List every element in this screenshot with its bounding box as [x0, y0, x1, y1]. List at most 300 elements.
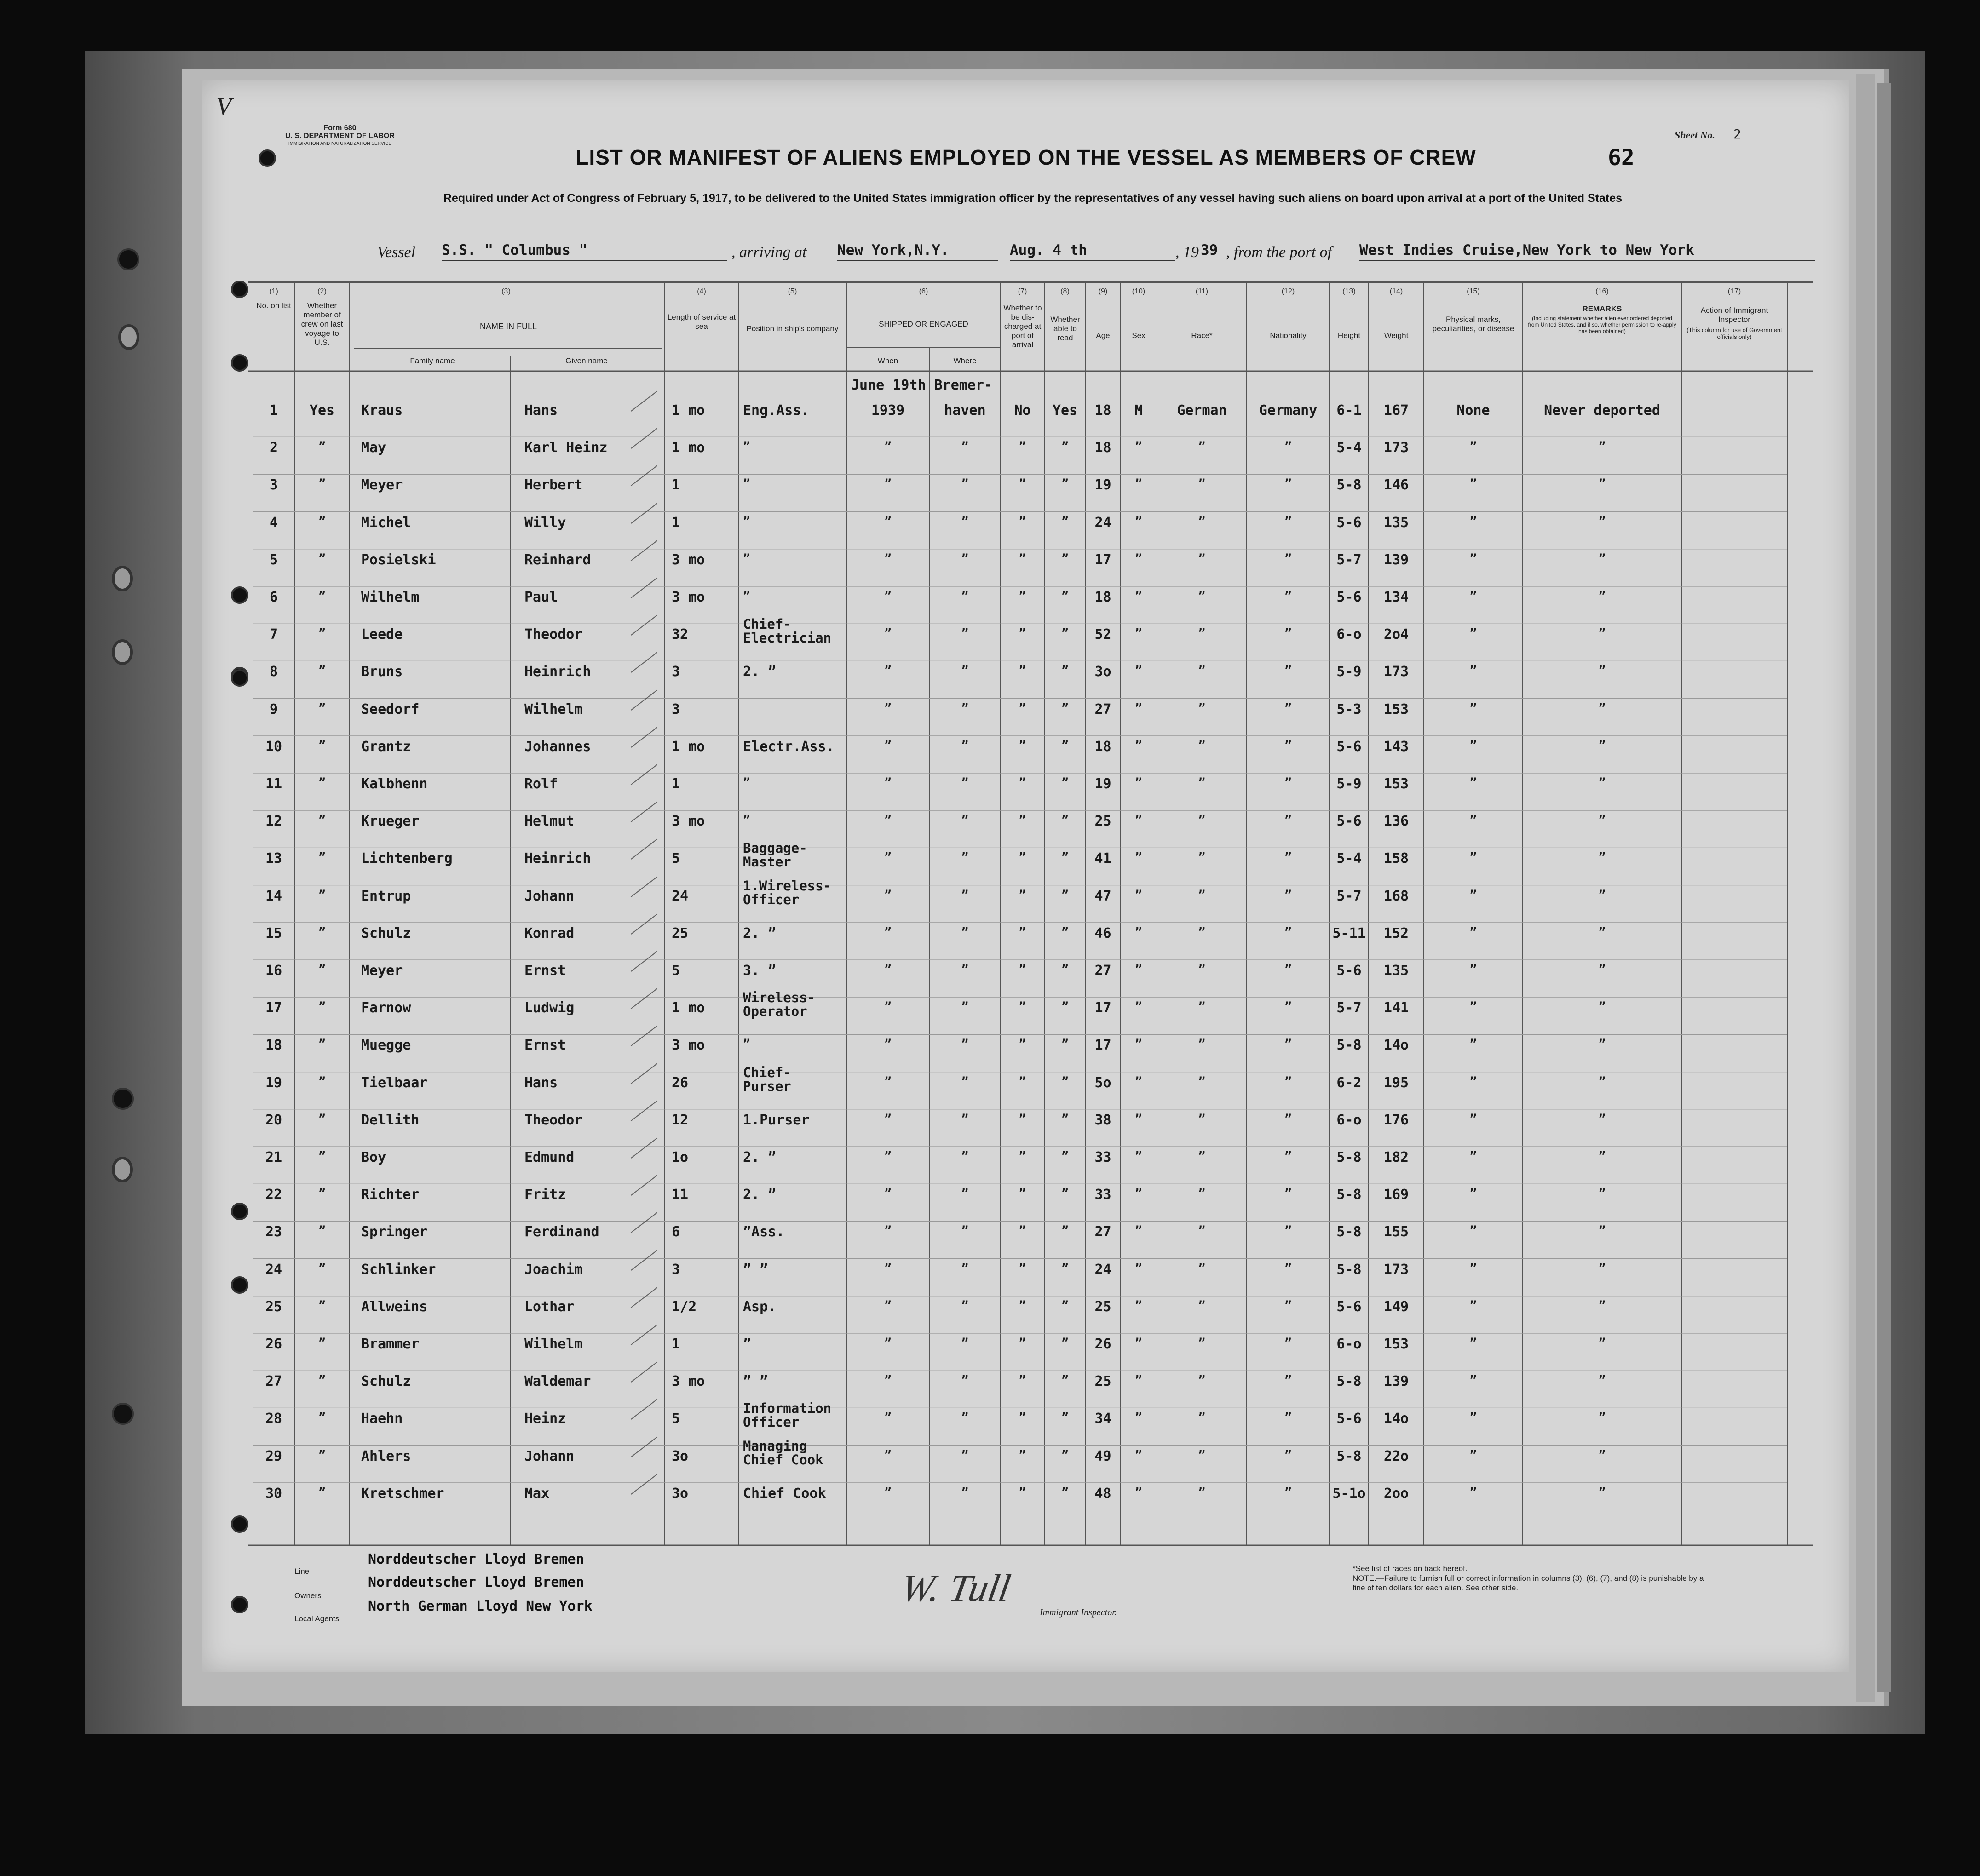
able-to-read: Yes	[1052, 402, 1078, 419]
race: ”	[1198, 514, 1206, 528]
nationality: ”	[1284, 1187, 1292, 1201]
nationality: Germany	[1259, 402, 1318, 419]
nationality: ”	[1284, 1448, 1292, 1462]
race: ”	[1198, 1000, 1206, 1014]
weight: 173	[1383, 1261, 1409, 1278]
corner-mark: V	[216, 92, 231, 120]
nationality: ”	[1284, 1373, 1292, 1388]
weight: 139	[1383, 1373, 1409, 1390]
inspector-label: Immigrant Inspector.	[1040, 1607, 1117, 1618]
where-engaged: ”	[961, 738, 969, 752]
remarks: ”	[1598, 1298, 1606, 1313]
able-to-read: ”	[1061, 776, 1069, 790]
able-to-read: ”	[1061, 738, 1069, 752]
weight: 153	[1383, 776, 1409, 792]
member-last-voyage: ”	[318, 888, 326, 902]
when-engaged: ”	[884, 1187, 892, 1201]
position: ” ”	[743, 1373, 768, 1390]
position: ”	[743, 776, 750, 790]
family-name: Meyer	[361, 477, 403, 493]
arrival-date: Aug. 4 th	[1010, 242, 1175, 261]
remarks: ”	[1598, 963, 1606, 976]
length-of-service: 3o	[672, 1485, 689, 1502]
member-last-voyage: ”	[318, 701, 326, 715]
binder-ring	[118, 324, 139, 350]
length-of-service: 1 mo	[672, 440, 705, 456]
discharged: ”	[1019, 1411, 1026, 1425]
length-of-service: 1 mo	[672, 1000, 705, 1016]
length-of-service: 26	[672, 1074, 689, 1091]
nationality: ”	[1284, 813, 1292, 827]
length-of-service: 24	[672, 888, 689, 904]
row-number: 11	[265, 776, 282, 792]
position: ”	[743, 589, 750, 603]
given-name: Ferdinand	[524, 1224, 599, 1240]
discharged: ”	[1019, 1448, 1026, 1462]
remarks: ”	[1598, 626, 1606, 641]
row-number: 23	[265, 1224, 282, 1240]
race: ”	[1198, 701, 1206, 715]
length-of-service: 3o	[672, 1448, 689, 1464]
length-of-service: 3 mo	[672, 1037, 705, 1054]
family-name: Wilhelm	[361, 589, 420, 605]
discharged: ”	[1019, 1261, 1026, 1275]
able-to-read: ”	[1061, 1485, 1069, 1499]
family-name: Farnow	[361, 1000, 411, 1016]
race: ”	[1198, 626, 1206, 641]
when-engaged: ”	[884, 626, 892, 641]
row-number: 29	[265, 1448, 282, 1464]
where-engaged: ”	[961, 1149, 969, 1163]
discharged: ”	[1019, 1187, 1026, 1201]
manifest-sheet	[202, 80, 1849, 1672]
sex: ”	[1135, 551, 1142, 566]
when-engaged: ”	[884, 514, 892, 528]
given-name: Edmund	[524, 1149, 575, 1165]
col-number: (16)	[1595, 287, 1609, 295]
header-no-on-list: No. on list	[256, 301, 291, 310]
sex: ”	[1135, 1000, 1142, 1014]
race: ”	[1198, 738, 1206, 752]
discharged: ”	[1019, 1112, 1026, 1126]
height: 5-4	[1336, 440, 1362, 456]
sex: ”	[1135, 776, 1142, 790]
member-last-voyage: ”	[318, 738, 326, 752]
nationality: ”	[1284, 1336, 1292, 1350]
col-number: (10)	[1132, 287, 1145, 295]
when-engaged: ”	[884, 1298, 892, 1313]
nationality: ”	[1284, 1224, 1292, 1238]
where-engaged: ”	[961, 1261, 969, 1275]
able-to-read: ”	[1061, 1448, 1069, 1462]
height: 5-6	[1336, 738, 1362, 755]
sex: ”	[1135, 738, 1142, 752]
remarks: ”	[1598, 925, 1606, 939]
nationality: ”	[1284, 1000, 1292, 1014]
race: ”	[1198, 925, 1206, 939]
height: 5-8	[1336, 1261, 1362, 1278]
remarks: ”	[1598, 589, 1606, 603]
vessel-label: Vessel	[377, 244, 416, 261]
when-engaged: ”	[884, 1224, 892, 1238]
sex: ”	[1135, 1448, 1142, 1462]
age: 27	[1094, 963, 1111, 979]
remarks: ”	[1598, 1448, 1606, 1462]
given-name: Helmut	[524, 813, 575, 830]
given-name: Ernst	[524, 1037, 566, 1054]
page-edge	[1877, 83, 1891, 1692]
discharged: ”	[1019, 440, 1026, 454]
remarks: ”	[1598, 551, 1606, 566]
able-to-read: ”	[1061, 1373, 1069, 1388]
row-number: 8	[269, 664, 278, 680]
discharged: ”	[1019, 925, 1026, 939]
remarks: ”	[1598, 477, 1606, 491]
family-name: Ahlers	[361, 1448, 411, 1464]
age: 33	[1094, 1187, 1111, 1203]
nationality: ”	[1284, 1411, 1292, 1425]
row-number: 13	[265, 850, 282, 867]
age: 34	[1094, 1411, 1111, 1427]
age: 48	[1094, 1485, 1111, 1502]
position: Information Officer	[743, 1400, 832, 1430]
binder-ring	[112, 566, 133, 591]
when-engaged: 1939	[871, 402, 905, 419]
age: 47	[1094, 888, 1111, 904]
age: 25	[1094, 1373, 1111, 1390]
discharged: ”	[1019, 477, 1026, 491]
row-number: 1	[269, 402, 278, 419]
given-name: Johannes	[524, 738, 591, 755]
sheet-number-value: 2	[1733, 126, 1741, 142]
remarks: ”	[1598, 1000, 1606, 1014]
given-name: Rolf	[524, 776, 558, 792]
remarks: ”	[1598, 1187, 1606, 1201]
family-name: Boy	[361, 1149, 386, 1165]
member-last-voyage: ”	[318, 1149, 326, 1163]
col-number: (7)	[1018, 287, 1027, 295]
physical-marks: ”	[1469, 1074, 1477, 1089]
footnote	[1353, 1564, 1711, 1593]
family-name: Schulz	[361, 925, 411, 941]
row-number: 14	[265, 888, 282, 904]
family-name: Kretschmer	[361, 1485, 444, 1502]
height: 5-6	[1336, 1411, 1362, 1427]
remarks: ”	[1598, 1037, 1606, 1051]
physical-marks: ”	[1469, 589, 1477, 603]
family-name: Lichtenberg	[361, 850, 453, 867]
header-where: Where	[953, 356, 977, 365]
discharged: ”	[1019, 1037, 1026, 1051]
vessel-name: S.S. " Columbus "	[442, 242, 727, 261]
age: 27	[1094, 1224, 1111, 1240]
age: 17	[1094, 1000, 1111, 1016]
member-last-voyage: ”	[318, 477, 326, 491]
header-shipped-engaged: SHIPPED OR ENGAGED	[879, 320, 968, 328]
height: 6-o	[1336, 1336, 1362, 1352]
when-engaged: ”	[884, 776, 892, 790]
length-of-service: 1	[672, 477, 680, 493]
height: 5-8	[1336, 1149, 1362, 1165]
race: ”	[1198, 1373, 1206, 1388]
where-engaged: ”	[961, 1336, 969, 1350]
remarks: ”	[1598, 514, 1606, 528]
family-name: Tielbaar	[361, 1074, 428, 1091]
header-able-to-read: Whether able to read	[1050, 315, 1080, 342]
col-number: (8)	[1060, 287, 1070, 295]
nationality: ”	[1284, 1298, 1292, 1313]
where-engaged: ”	[961, 1373, 969, 1388]
length-of-service: 1	[672, 776, 680, 792]
member-last-voyage: ”	[318, 440, 326, 454]
nationality: ”	[1284, 1261, 1292, 1275]
race: ”	[1198, 888, 1206, 902]
height: 5-7	[1336, 888, 1362, 904]
able-to-read: ”	[1061, 1336, 1069, 1350]
nationality: ”	[1284, 888, 1292, 902]
row-number: 30	[265, 1485, 282, 1502]
length-of-service: 1	[672, 1336, 680, 1352]
remarks: ”	[1598, 664, 1606, 678]
nationality: ”	[1284, 1037, 1292, 1051]
position: Baggage- Master	[743, 840, 807, 870]
where-engaged: ”	[961, 1411, 969, 1425]
sex: ”	[1135, 1112, 1142, 1126]
remarks: ”	[1598, 738, 1606, 752]
remarks: ”	[1598, 1074, 1606, 1089]
weight: 14o	[1383, 1411, 1409, 1427]
member-last-voyage: ”	[318, 1112, 326, 1126]
row-number: 22	[265, 1187, 282, 1203]
weight: 195	[1383, 1074, 1409, 1091]
where-engaged: ”	[961, 1448, 969, 1462]
col-number: (3)	[501, 287, 511, 295]
physical-marks: ”	[1469, 1000, 1477, 1014]
race: ”	[1198, 440, 1206, 454]
height: 5-8	[1336, 1187, 1362, 1203]
arriving-label: , arriving at	[731, 244, 807, 261]
when-engaged: ”	[884, 477, 892, 491]
family-name: Allweins	[361, 1298, 428, 1315]
race: ”	[1198, 1336, 1206, 1350]
member-last-voyage: ”	[318, 1336, 326, 1350]
sex: ”	[1135, 813, 1142, 827]
nationality: ”	[1284, 1112, 1292, 1126]
given-name: Heinrich	[524, 850, 591, 867]
race: ”	[1198, 1298, 1206, 1313]
discharged: ”	[1019, 1298, 1026, 1313]
when-engaged: ”	[884, 925, 892, 939]
physical-marks: ”	[1469, 514, 1477, 528]
physical-marks: ”	[1469, 963, 1477, 976]
sex: ”	[1135, 440, 1142, 454]
where-engaged: ”	[961, 626, 969, 641]
position: Electr.Ass.	[743, 738, 835, 755]
discharged: ”	[1019, 701, 1026, 715]
col-number: (1)	[269, 287, 278, 295]
where-engaged: ”	[961, 1485, 969, 1499]
col-number: (4)	[697, 287, 706, 295]
race: ”	[1198, 813, 1206, 827]
length-of-service: 3 mo	[672, 1373, 705, 1390]
where-engaged: ”	[961, 1224, 969, 1238]
length-of-service: 5	[672, 850, 680, 867]
weight: 153	[1383, 1336, 1409, 1352]
discharged: ”	[1019, 738, 1026, 752]
from-port-label: , from the port of	[1226, 244, 1332, 261]
discharged: ”	[1019, 1149, 1026, 1163]
weight: 158	[1383, 850, 1409, 867]
sex: ”	[1135, 1261, 1142, 1275]
remarks: ”	[1598, 440, 1606, 454]
when-engaged: ”	[884, 1074, 892, 1089]
when-engaged: ”	[884, 738, 892, 752]
height: 6-o	[1336, 1112, 1362, 1128]
height: 6-o	[1336, 626, 1362, 643]
header-name-in-full: NAME IN FULL	[479, 322, 537, 331]
family-name: Posielski	[361, 551, 436, 568]
position: Chief- Purser	[743, 1064, 791, 1094]
header-given-name: Given name	[565, 356, 608, 365]
able-to-read: ”	[1061, 813, 1069, 827]
family-name: Richter	[361, 1187, 420, 1203]
nationality: ”	[1284, 440, 1292, 454]
able-to-read: ”	[1061, 1000, 1069, 1014]
sex: ”	[1135, 1149, 1142, 1163]
able-to-read: ”	[1061, 1149, 1069, 1163]
header-nationality: Nationality	[1270, 331, 1307, 340]
when-engaged: ”	[884, 888, 892, 902]
where-engaged: ”	[961, 514, 969, 528]
row-number: 4	[269, 514, 278, 531]
given-name: Paul	[524, 589, 558, 605]
family-name: Seedorf	[361, 701, 420, 717]
physical-marks: ”	[1469, 1224, 1477, 1238]
where-engaged: ”	[961, 888, 969, 902]
race: ”	[1198, 850, 1206, 865]
physical-marks: None	[1456, 402, 1490, 419]
height: 5-7	[1336, 551, 1362, 568]
where-engaged: ”	[961, 776, 969, 790]
age: 3o	[1094, 664, 1111, 680]
header-member-last-voyage: Whether member of crew on last voyage to U.S.	[301, 301, 343, 347]
weight: 173	[1383, 440, 1409, 456]
header-length-service: Length of service at sea	[667, 313, 736, 331]
remarks: ”	[1598, 1373, 1606, 1388]
header-when: When	[877, 356, 898, 365]
able-to-read: ”	[1061, 888, 1069, 902]
nationality: ”	[1284, 589, 1292, 603]
col-number: (17)	[1727, 287, 1741, 295]
row-number: 27	[265, 1373, 282, 1390]
length-of-service: 1 mo	[672, 738, 705, 755]
header-age: Age	[1096, 331, 1110, 340]
position: ” ”	[743, 1261, 768, 1278]
age: 26	[1094, 1336, 1111, 1352]
row-number: 18	[265, 1037, 282, 1054]
age: 33	[1094, 1149, 1111, 1165]
able-to-read: ”	[1061, 1224, 1069, 1238]
agents-value: North German Lloyd New York	[368, 1598, 593, 1614]
remarks: ”	[1598, 1336, 1606, 1350]
given-name: Johann	[524, 1448, 575, 1464]
sex: ”	[1135, 514, 1142, 528]
sex: ”	[1135, 1074, 1142, 1089]
length-of-service: 25	[672, 925, 689, 941]
sex: ”	[1135, 477, 1142, 491]
when-engaged: ”	[884, 1149, 892, 1163]
row-number: 12	[265, 813, 282, 830]
race: ”	[1198, 1261, 1206, 1275]
age: 49	[1094, 1448, 1111, 1464]
position: ”	[743, 551, 750, 566]
age: 19	[1094, 477, 1111, 493]
nationality: ”	[1284, 738, 1292, 752]
row-number: 25	[265, 1298, 282, 1315]
remarks: ”	[1598, 1485, 1606, 1499]
family-name: Muegge	[361, 1037, 411, 1054]
member-last-voyage: ”	[318, 813, 326, 827]
given-name: Hans	[524, 402, 558, 419]
weight: 134	[1383, 589, 1409, 605]
physical-marks: ”	[1469, 888, 1477, 902]
physical-marks: ”	[1469, 1037, 1477, 1051]
physical-marks: ”	[1469, 626, 1477, 641]
weight: 168	[1383, 888, 1409, 904]
header-position: Position in ship's company	[746, 324, 839, 333]
position: 2. ”	[743, 1149, 777, 1165]
weight: 135	[1383, 963, 1409, 979]
age: 18	[1094, 440, 1111, 456]
position: ”	[743, 477, 750, 491]
height: 5-8	[1336, 1373, 1362, 1390]
age: 41	[1094, 850, 1111, 867]
given-name: Waldemar	[524, 1373, 591, 1390]
member-last-voyage: ”	[318, 925, 326, 939]
where-engaged: ”	[961, 850, 969, 865]
row-number: 17	[265, 1000, 282, 1016]
race: German	[1177, 402, 1227, 419]
age: 19	[1094, 776, 1111, 792]
remarks: ”	[1598, 888, 1606, 902]
family-name: Schlinker	[361, 1261, 436, 1278]
position: Chief Cook	[743, 1485, 826, 1502]
discharged: ”	[1019, 1000, 1026, 1014]
given-name: Max	[524, 1485, 550, 1502]
when-engaged: ”	[884, 813, 892, 827]
sex: ”	[1135, 626, 1142, 641]
when-engaged: ”	[884, 1448, 892, 1462]
race: ”	[1198, 1149, 1206, 1163]
position: Chief- Electrician	[743, 616, 832, 646]
discharged: ”	[1019, 888, 1026, 902]
member-last-voyage: ”	[318, 1298, 326, 1313]
position: 2. ”	[743, 925, 777, 941]
nationality: ”	[1284, 626, 1292, 641]
sex: ”	[1135, 1485, 1142, 1499]
weight: 167	[1383, 402, 1409, 419]
position: ”	[743, 813, 750, 827]
row-number: 9	[269, 701, 278, 717]
length-of-service: 3	[672, 664, 680, 680]
col-number: (15)	[1467, 287, 1480, 295]
when-engaged: ”	[884, 850, 892, 865]
length-of-service: 11	[672, 1187, 689, 1203]
subtitle: Required under Act of Congress of February 5, 1917, to be delivered to the United States immigration officer by the representatives of any vessel having such aliens on board upon arrival at a port of the United States	[443, 192, 1623, 205]
family-name: Michel	[361, 514, 411, 531]
weight: 153	[1383, 701, 1409, 717]
when-engaged: ”	[884, 551, 892, 566]
